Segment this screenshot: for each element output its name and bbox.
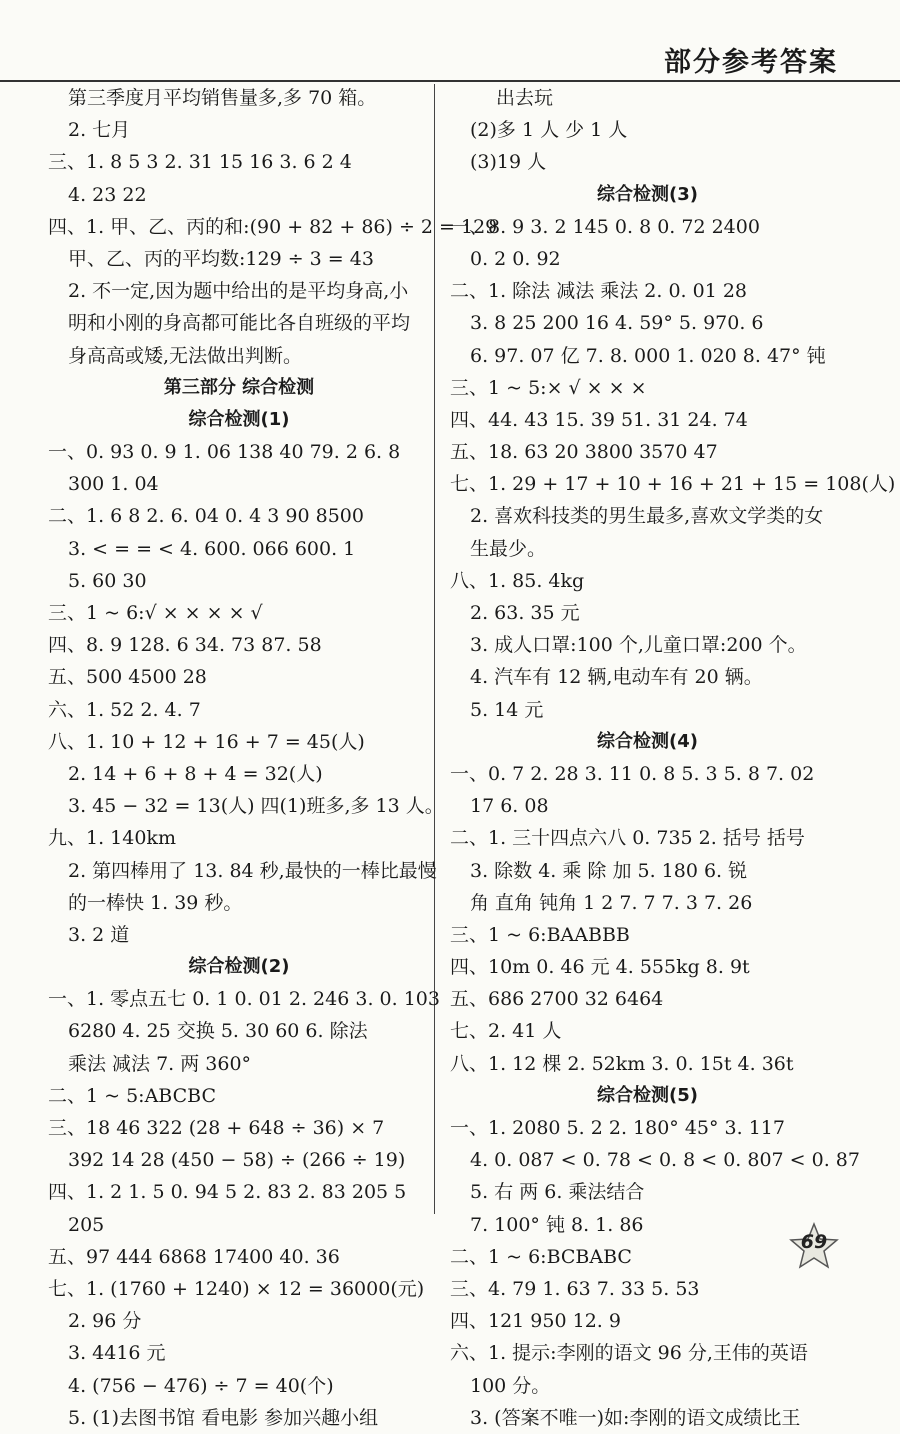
answer-line: 2. 七月 xyxy=(68,119,131,142)
page-number-badge xyxy=(788,1222,840,1270)
answer-line: 6. 97. 07 亿 7. 8. 000 1. 020 8. 47° 钝 xyxy=(470,344,826,367)
answer-line: 一、1. 零点五七 0. 1 0. 01 2. 246 3. 0. 103 xyxy=(48,988,440,1011)
answer-line: 的一棒快 1. 39 秒。 xyxy=(68,891,243,914)
answer-line: 100 分。 xyxy=(470,1374,551,1397)
answer-line: 五、500 4500 28 xyxy=(48,666,207,689)
answer-line: 4. 23 22 xyxy=(68,183,147,206)
answer-line: 三、1. 8 5 3 2. 31 15 16 3. 6 2 4 xyxy=(48,151,352,174)
answer-line: 二、1. 除法 减法 乘法 2. 0. 01 28 xyxy=(450,280,748,303)
answer-line: 六、1. 52 2. 4. 7 xyxy=(48,698,201,721)
answer-line: 二、1. 三十四点六八 0. 735 2. 括号 括号 xyxy=(450,827,805,850)
answer-line: 五、686 2700 32 6464 xyxy=(450,988,664,1011)
section-heading: 综合检测(2) xyxy=(188,956,290,978)
answer-line: 300 1. 04 xyxy=(68,473,159,496)
answer-line: 角 直角 钝角 1 2 7. 7 7. 3 7. 26 xyxy=(470,891,753,914)
answer-line: 3. 4416 元 xyxy=(68,1342,166,1365)
answer-line: 六、1. 提示:李刚的语文 96 分,王伟的英语 xyxy=(450,1342,808,1365)
page-number: 69 xyxy=(800,1231,828,1253)
answer-line: 3. < = = < 4. 600. 066 600. 1 xyxy=(68,537,356,560)
answer-line: 八、1. 12 棵 2. 52km 3. 0. 15t 4. 36t xyxy=(450,1052,794,1075)
answer-line: 七、2. 41 人 xyxy=(450,1020,562,1043)
answer-line: 3. 成人口罩:100 个,儿童口罩:200 个。 xyxy=(470,634,807,657)
answer-line: 2. 14 + 6 + 8 + 4 = 32(人) xyxy=(68,762,323,785)
answer-line: 205 xyxy=(68,1213,105,1236)
answer-line: 392 14 28 (450 − 58) ÷ (266 ÷ 19) xyxy=(68,1149,406,1172)
answer-line: 4. (756 − 476) ÷ 7 = 40(个) xyxy=(68,1374,334,1397)
answer-line: 5. 60 30 xyxy=(68,569,147,592)
answer-line: 五、97 444 6868 17400 40. 36 xyxy=(48,1245,340,1268)
answer-line: 三、4. 79 1. 63 7. 33 5. 53 xyxy=(450,1277,700,1300)
answer-line: 2. 第四棒用了 13. 84 秒,最快的一棒比最慢 xyxy=(68,859,437,882)
answer-line: 五、18. 63 20 3800 3570 47 xyxy=(450,441,718,464)
answer-line: 三、1 ~ 6:√ × × × × √ xyxy=(48,602,263,624)
answer-line: 2. 63. 35 元 xyxy=(470,602,580,624)
section-heading: 综合检测(4) xyxy=(597,730,698,752)
answer-line: 5. 14 元 xyxy=(470,698,544,721)
answer-line: 0. 2 0. 92 xyxy=(470,247,561,270)
answer-line: 三、18 46 322 (28 + 648 ÷ 36) × 7 xyxy=(48,1117,385,1139)
answer-line: 四、10m 0. 46 元 4. 555kg 8. 9t xyxy=(450,956,750,979)
answer-line: 2. 喜欢科技类的男生最多,喜欢文学类的女 xyxy=(470,505,824,528)
answer-line: 3. 45 − 32 = 13(人) 四(1)班多,多 13 人。 xyxy=(68,795,444,818)
answer-line: 明和小刚的身高都可能比各自班级的平均 xyxy=(68,312,411,335)
answer-line: (3)19 人 xyxy=(470,151,547,174)
answer-line: 二、1 ~ 5:ABCBC xyxy=(48,1084,217,1107)
section-heading: 综合检测(5) xyxy=(597,1084,698,1106)
answer-line: 二、1 ~ 6:BCBABC xyxy=(450,1245,632,1268)
answer-line: 6280 4. 25 交换 5. 30 60 6. 除法 xyxy=(68,1020,368,1043)
answer-line: 八、1. 85. 4kg xyxy=(450,569,585,592)
answer-line: 一、8. 9 3. 2 145 0. 8 0. 72 2400 xyxy=(450,215,760,238)
page-header-title: 部分参考答案 xyxy=(664,47,838,78)
answer-line: 2. 不一定,因为题中给出的是平均身高,小 xyxy=(68,280,409,303)
section-heading: 综合检测(1) xyxy=(188,408,290,430)
answer-line: 4. 0. 087 < 0. 78 < 0. 8 < 0. 807 < 0. 87 xyxy=(470,1149,860,1172)
answer-line: 甲、乙、丙的平均数:129 ÷ 3 = 43 xyxy=(68,247,374,270)
answer-line: 三、1 ~ 5:× √ × × × xyxy=(450,376,647,399)
answer-line: 第三季度月平均销售量多,多 70 箱。 xyxy=(68,87,377,109)
answer-line: 2. 96 分 xyxy=(68,1310,142,1333)
answer-line: 3. 2 道 xyxy=(68,923,130,946)
answer-line: 出去玩 xyxy=(496,87,554,109)
answer-line: 3. (答案不唯一)如:李刚的语文成绩比王 xyxy=(470,1406,801,1429)
answer-line: 四、1. 2 1. 5 0. 94 5 2. 83 2. 83 205 5 xyxy=(48,1181,407,1204)
answer-line: 4. 汽车有 12 辆,电动车有 20 辆。 xyxy=(470,666,763,689)
answer-line: (2)多 1 人 少 1 人 xyxy=(470,119,628,142)
answer-line: 四、44. 43 15. 39 51. 31 24. 74 xyxy=(450,408,748,431)
answer-line: 3. 除数 4. 乘 除 加 5. 180 6. 锐 xyxy=(470,859,748,882)
answer-line: 身高高或矮,无法做出判断。 xyxy=(68,344,303,367)
column-divider xyxy=(434,84,435,1214)
section-heading: 第三部分 综合检测 xyxy=(163,376,315,398)
answer-line: 一、0. 93 0. 9 1. 06 138 40 79. 2 6. 8 xyxy=(48,441,401,464)
right-column xyxy=(450,82,896,1434)
answer-line: 17 6. 08 xyxy=(470,795,549,818)
answer-line: 5. 右 两 6. 乘法结合 xyxy=(470,1181,645,1204)
answer-line: 七、1. 29 + 17 + 10 + 16 + 21 + 15 = 108(人) xyxy=(450,473,896,496)
answer-line: 三、1 ~ 6:BAABBB xyxy=(450,923,630,946)
left-column xyxy=(48,82,498,1434)
answer-line: 7. 100° 钝 8. 1. 86 xyxy=(470,1213,644,1236)
answer-line: 一、0. 7 2. 28 3. 11 0. 8 5. 3 5. 8 7. 02 xyxy=(450,762,815,785)
answer-line: 九、1. 140km xyxy=(48,827,176,850)
answer-line: 二、1. 6 8 2. 6. 04 0. 4 3 90 8500 xyxy=(48,505,364,528)
answer-line: 八、1. 10 + 12 + 16 + 7 = 45(人) xyxy=(48,730,365,753)
answer-line: 乘法 减法 7. 两 360° xyxy=(68,1052,252,1075)
answer-line: 一、1. 2080 5. 2 2. 180° 45° 3. 117 xyxy=(450,1117,785,1139)
answer-line: 七、1. (1760 + 1240) × 12 = 36000(元) xyxy=(48,1277,425,1300)
answer-line: 3. 8 25 200 16 4. 59° 5. 970. 6 xyxy=(470,312,764,335)
answer-line: 生最少。 xyxy=(470,537,547,560)
answer-line: 5. (1)去图书馆 看电影 参加兴趣小组 xyxy=(68,1406,379,1429)
section-heading: 综合检测(3) xyxy=(597,183,698,205)
answer-line: 四、8. 9 128. 6 34. 73 87. 58 xyxy=(48,634,322,657)
answer-line: 四、1. 甲、乙、丙的和:(90 + 82 + 86) ÷ 2 = 129 xyxy=(48,215,498,238)
answer-line: 四、121 950 12. 9 xyxy=(450,1310,621,1333)
